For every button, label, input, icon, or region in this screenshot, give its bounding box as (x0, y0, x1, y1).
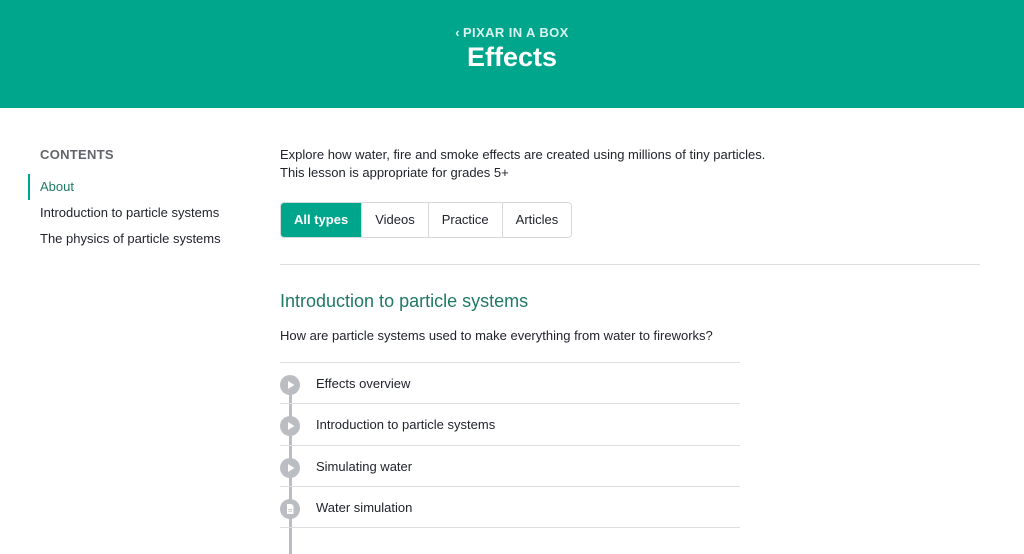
filter-videos-button[interactable]: Videos (362, 203, 429, 237)
main-content (280, 146, 980, 343)
content-type-filter (280, 202, 572, 238)
sidebar-heading: CONTENTS (40, 147, 114, 162)
lesson-description (280, 146, 980, 182)
play-icon (280, 458, 300, 478)
list-item-label[interactable]: Simulating water (316, 458, 413, 474)
divider (280, 264, 980, 265)
list-item[interactable] (280, 403, 740, 444)
list-item-label[interactable]: Effects overview (316, 376, 411, 391)
lesson-description-line1: Explore how water, fire and smoke effects are created using millions of tiny particles. (280, 147, 766, 162)
sidebar-item-introduction[interactable]: Introduction to particle systems (40, 205, 220, 220)
list-item[interactable] (280, 362, 740, 403)
lesson-item-list (280, 362, 740, 528)
list-item-label[interactable]: Introduction to particle systems (316, 417, 496, 433)
chevron-left-icon: ‹ (455, 25, 460, 40)
sidebar-item-physics[interactable]: The physics of particle systems (40, 231, 221, 246)
list-item[interactable] (280, 486, 740, 527)
section-description: How are particle systems used to make everything from water to fireworks? (280, 328, 713, 343)
breadcrumb-label[interactable]: PIXAR IN A BOX (462, 25, 569, 40)
contents-sidebar (28, 147, 248, 252)
document-icon (280, 499, 300, 519)
sidebar-item-about[interactable]: About (28, 174, 248, 200)
list-item-label[interactable]: Water simulation (316, 499, 413, 515)
page-header (0, 0, 1024, 108)
play-icon (280, 416, 300, 436)
section-title[interactable]: Introduction to particle systems (280, 291, 529, 311)
play-icon (280, 375, 300, 395)
filter-all-types-button[interactable]: All types (281, 203, 362, 237)
lesson-grade-note: This lesson is appropriate for grades 5+ (280, 165, 509, 180)
filter-practice-button[interactable]: Practice (429, 203, 503, 237)
breadcrumb[interactable] (0, 25, 1024, 40)
page-title: Effects (466, 42, 558, 72)
filter-articles-button[interactable]: Articles (503, 203, 572, 237)
list-divider (280, 527, 740, 528)
list-item[interactable] (280, 445, 740, 486)
